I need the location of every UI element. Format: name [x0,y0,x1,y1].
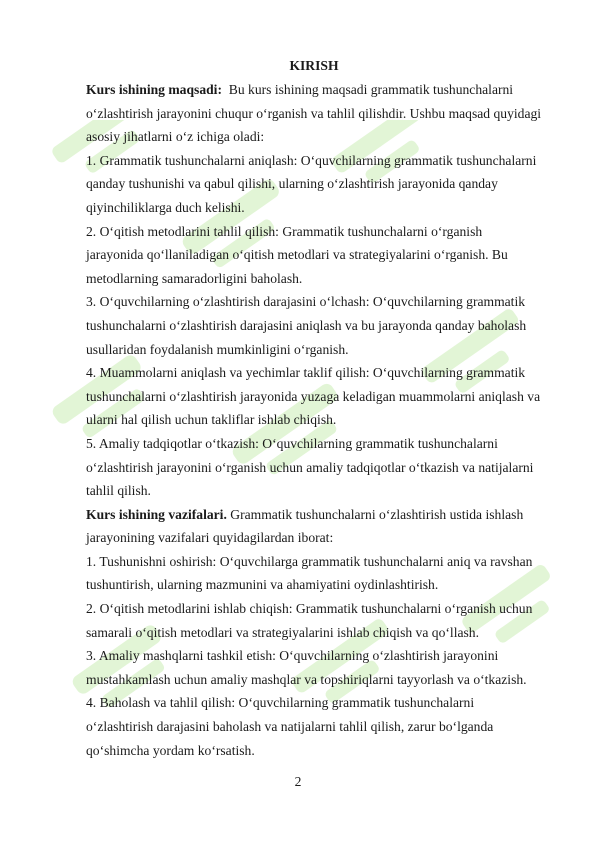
maqsad-paragraph [86,78,542,149]
maqsad-intro: Bu kurs ishining maqsadi grammatik tushunchalarni o‘zlashtirish jarayonini chuqur o‘rganish va tahlil qilishdir. Ushbu maqsad quyidagi asosiy jihatlarni o‘z ichiga oladi: [86,82,542,145]
document-page [86,54,542,762]
maqsad-heading: Kurs ishining maqsadi: [86,82,222,97]
page-title: KIRISH [289,58,339,73]
vazifalar-item-3: 3. Amaliy mashqlarni tashkil etish: O‘quvchilarning o‘zlashtirish jarayonini mustahkamlash uchun amaliy mashqlar va topshiriqlarni tayyorlash va o‘tkazish. [86,648,527,687]
vazifalar-item-1: 1. Tushunishni oshirish: O‘quvchilarga grammatik tushunchalarni aniq va ravshan tushuntirish, ularning mazmunini va ahamiyatini oydinlashtirish. [86,553,533,593]
vazifalar-intro: Grammatik tushunchalarni o‘zlashtirish ustida ishlash jarayonining vazifalari quyidagilardan iborat: [86,506,524,546]
page-number: 2 [294,774,302,789]
vazifalar-item-2: 2. O‘qitish metodlarini ishlab chiqish: Grammatik tushunchalarni o‘rganish uchun samarali o‘qitish metodlari va strategiyalarini ishlab chiqish va qo‘llash. [86,601,533,640]
vazifalar-item-4: 4. Baholash va tahlil qilish: O‘quvchilarning grammatik tushunchalarni o‘zlashtirish darajasini baholash va natijalarni tahlil qilish, zarur bo‘lganda qo‘shimcha yordam ko‘rsatish. [86,695,494,758]
maqsad-item-2: 2. O‘qitish metodlarini tahlil qilish: Grammatik tushunchalarni o‘rganish jarayonida qo‘llaniladigan o‘qitish metodlari va strategiyalarini o‘rganish. Bu metodlarning samaradorligini baholash. [86,223,508,286]
maqsad-item-5: 5. Amaliy tadqiqotlar o‘tkazish: O‘quvchilarning grammatik tushunchalarni o‘zlashtirish jarayonini o‘rganish uchun amaliy tadqiqotlar o‘tkazish va natijalarni tahlil qilish. [86,435,534,499]
maqsad-item-3: 3. O‘quvchilarning o‘zlashtirish darajasini o‘lchash: O‘quvchilarning grammatik tushunchalarni o‘zlashtirish darajasini aniqlash va bu jarayonda qanday baholash usullaridan foydalanish mumkinligini o‘rganish. [86,294,527,357]
maqsad-item-1: 1. Grammatik tushunchalarni aniqlash: O‘quvchilarning grammatik tushunchalarni qanday tushunishi va qabul qilishi, ularning o‘zlashtirish jarayonida qanday qiyinchiliklarga duch kelishi. [86,152,537,215]
vazifalar-paragraph [86,503,542,550]
maqsad-item-4: 4. Muammolarni aniqlash va yechimlar taklif qilish: O‘quvchilarning grammatik tushunchalarni o‘zlashtirish jarayonida yuzaga keladigan muammolarni aniqlash va ularni hal qilish uchun takliflar ishlab chiqish. [86,365,541,428]
vazifalar-heading: Kurs ishining vazifalari. [86,506,227,522]
